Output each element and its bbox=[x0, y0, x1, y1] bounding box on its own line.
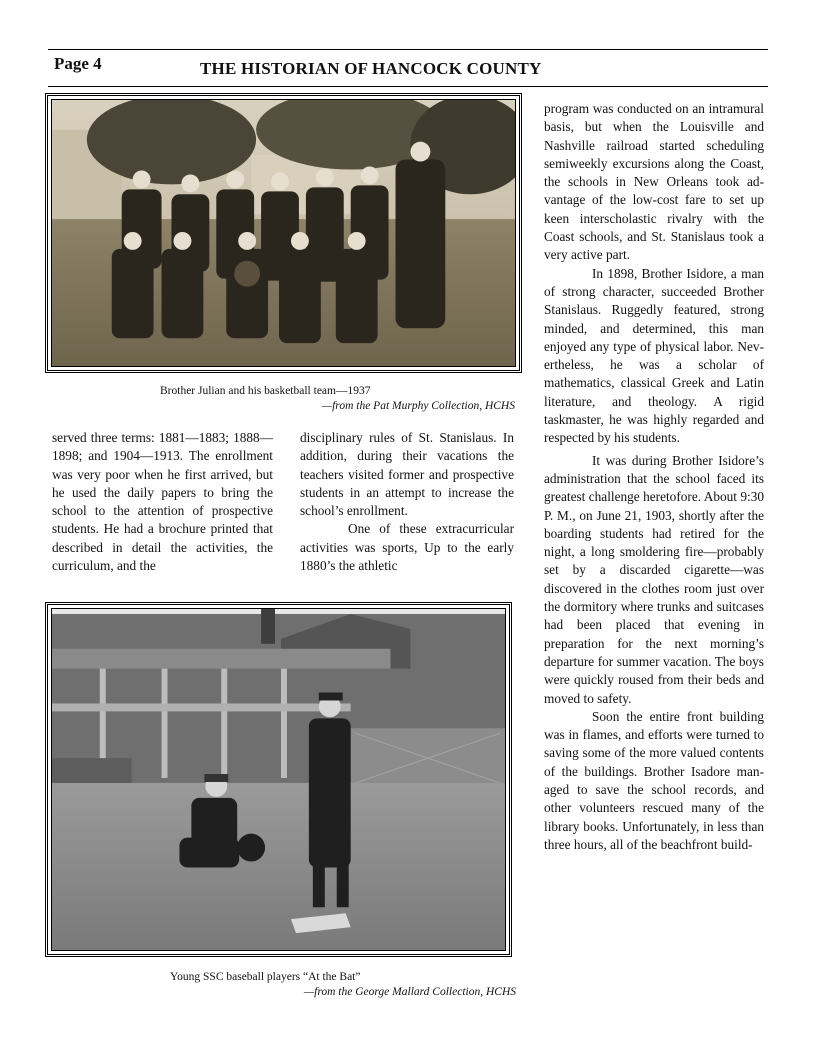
text-column-middle bbox=[300, 429, 514, 575]
photo2-caption-block bbox=[170, 970, 516, 1000]
masthead-title: THE HISTORIAN OF HANCOCK COUNTY bbox=[200, 59, 542, 78]
paragraph: Soon the entire front building was in flames, and efforts were turned to saving some of the more valued contents of the buildings. Brother Isadore managed to save the school records, and other volunteers rescued many of the library books. Unfortunately, in less than three hours, all of the beachfront build- bbox=[544, 708, 764, 852]
basketball-team-photo bbox=[45, 93, 522, 373]
photo1-caption-block bbox=[160, 384, 515, 414]
baseball-players-image bbox=[51, 608, 506, 951]
page-number: Page 4 bbox=[54, 54, 102, 73]
paragraph: served three terms: 1881—1883; 1888—1898; and 1904—1913. The enrollment was very poor when he first arrived, but he used the daily papers to bring the school to the attention of prospective students. He had a brochure printed that described in detail the activities, the curriculum, and the bbox=[52, 430, 273, 574]
paragraph: disciplinary rules of St. Stanislaus. In addition, during their vacations the teachers visited former and prospective students in an attempt to increase the school’s enrollment. bbox=[300, 430, 514, 519]
basketball-team-image bbox=[51, 99, 516, 367]
header-bottom-rule bbox=[48, 86, 768, 87]
header-top-rule bbox=[48, 49, 768, 50]
baseball-players-photo bbox=[45, 602, 512, 957]
photo2-caption: Young SSC baseball players “At the Bat” bbox=[170, 971, 361, 983]
text-column-right bbox=[544, 100, 764, 854]
basketball-team-illustration bbox=[52, 100, 515, 366]
photo1-credit: —from the Pat Murphy Collection, HCHS bbox=[321, 400, 515, 412]
photo2-credit: —from the George Mallard Collection, HCHS bbox=[303, 986, 516, 998]
paragraph: One of these extracurricular activities was sports, Up to the early 1880’s the athletic bbox=[300, 521, 514, 574]
paragraph: program was conducted on an intramural basis, but when the Louisville and Nashville railroad started scheduling semiweekly excursions along the Coast, the schools in New Orleans took advantage of the low-cost fare to set up keen interscholastic rivalry with the Coast schools, and St. Stanislaus took a very active part. bbox=[544, 101, 764, 263]
paragraph: In 1898, Brother Isidore, a man of strong character, succeeded Brother Stanislaus. Ruggedly featured, strong minded, and determined, this man enjoyed any type of physical labor. Nevertheless, he was a scholar of mathematics, classical Greek and Latin literature, and theology. A rigid taskmaster, he was highly regarded and respected by his students. bbox=[544, 265, 764, 446]
photo1-caption: Brother Julian and his basketball team—1937 bbox=[160, 385, 371, 397]
baseball-players-illustration bbox=[52, 609, 505, 950]
paragraph: It was during Brother Isidore’s administration that the school faced its greatest challenge heretofore. About 9:30 P. M., on June 21, 1903, shortly after the boarding students had retired for the night, a long smoldering fire—probably set by a discarded cigarette—was discovered in the clothes room just over the dormitory where trunks and suitcases had been placed that evening in preparation for the next morning’s departure for summer vacation. The boys were quickly roused from their beds and moved to safety. bbox=[544, 452, 764, 706]
text-column-left bbox=[52, 429, 273, 575]
